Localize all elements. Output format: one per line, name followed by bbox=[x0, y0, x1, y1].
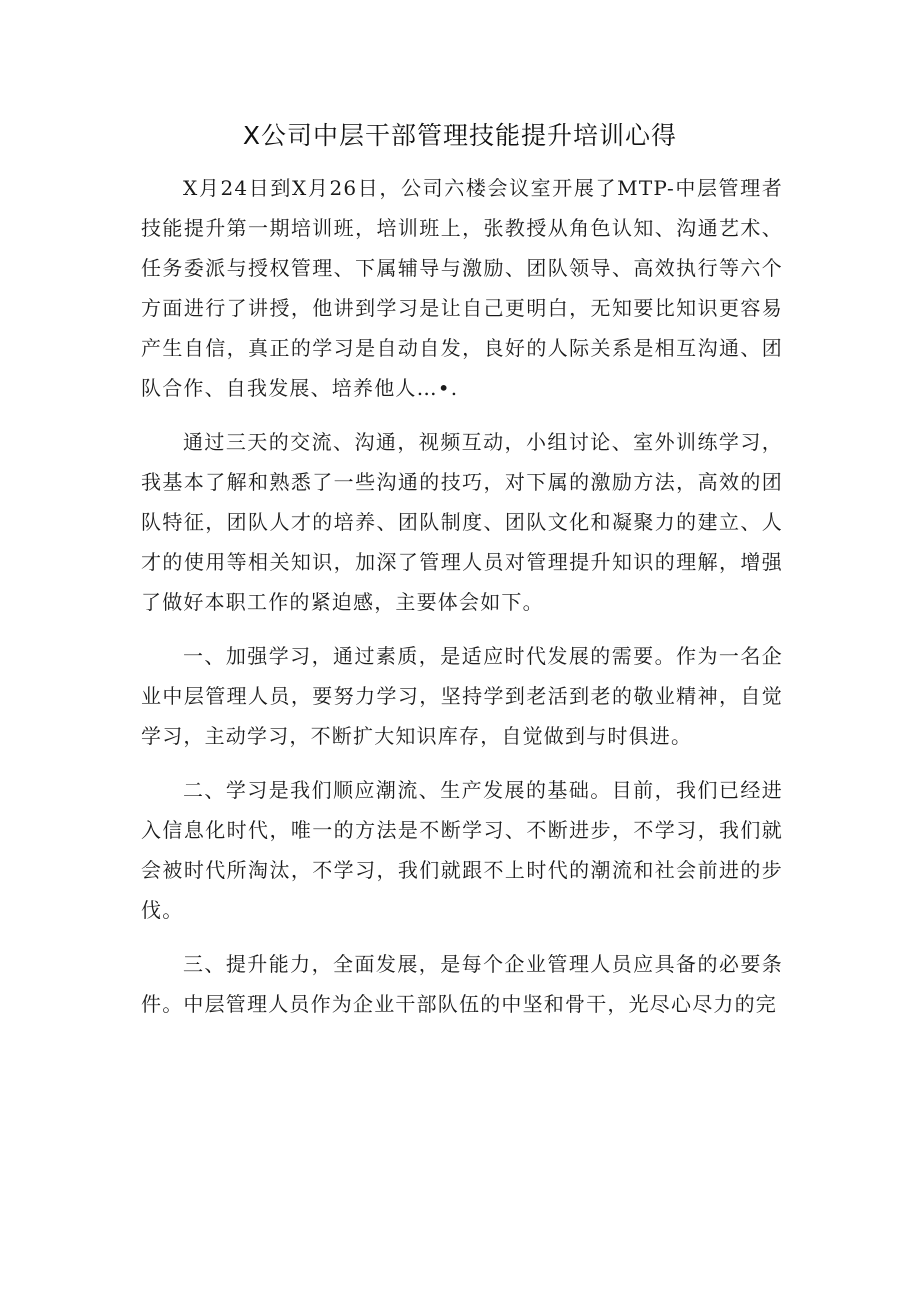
paragraph-point-three: 三、提升能力，全面发展，是每个企业管理人员应具备的必要条件。中层管理人员作为企业干部队伍的中坚和骨干，光尽心尽力的完 bbox=[141, 952, 783, 1016]
document-body bbox=[141, 168, 783, 1024]
paragraph-intro: X月24日到X月26日，公司六楼会议室开展了MTP-中层管理者技能提升第一期培训班，培训班上，张教授从角色认知、沟通艺术、任务委派与授权管理、下属辅导与激励、团队领导、高效执行等六个方面进行了讲授，他讲到学习是让自己更明白，无知要比知识更容易产生自信，真正的学习是自动自发，良好的人际关系是相互沟通、团队合作、自我发展、培养他人…•. bbox=[141, 176, 783, 400]
paragraph-summary: 通过三天的交流、沟通，视频互动，小组讨论、室外训练学习，我基本了解和熟悉了一些沟通的技巧，对下属的激励方法，高效的团队特征，团队人才的培养、团队制度、团队文化和凝聚力的建立、人才的使用等相关知识，加深了管理人员对管理提升知识的理解，增强了做好本职工作的紧迫感，主要体会如下。 bbox=[141, 430, 783, 614]
paragraph-point-two: 二、学习是我们顺应潮流、生产发展的基础。目前，我们已经进入信息化时代，唯一的方法是不断学习、不断进步，不学习，我们就会被时代所淘汰，不学习，我们就跟不上时代的潮流和社会前进的步伐。 bbox=[141, 778, 783, 922]
paragraph-point-one: 一、加强学习，通过素质，是适应时代发展的需要。作为一名企业中层管理人员，要努力学习，坚持学到老活到老的敬业精神，自觉学习，主动学习，不断扩大知识库存，自觉做到与时俱进。 bbox=[141, 644, 783, 748]
document-title: X公司中层干部管理技能提升培训心得 bbox=[242, 121, 678, 150]
